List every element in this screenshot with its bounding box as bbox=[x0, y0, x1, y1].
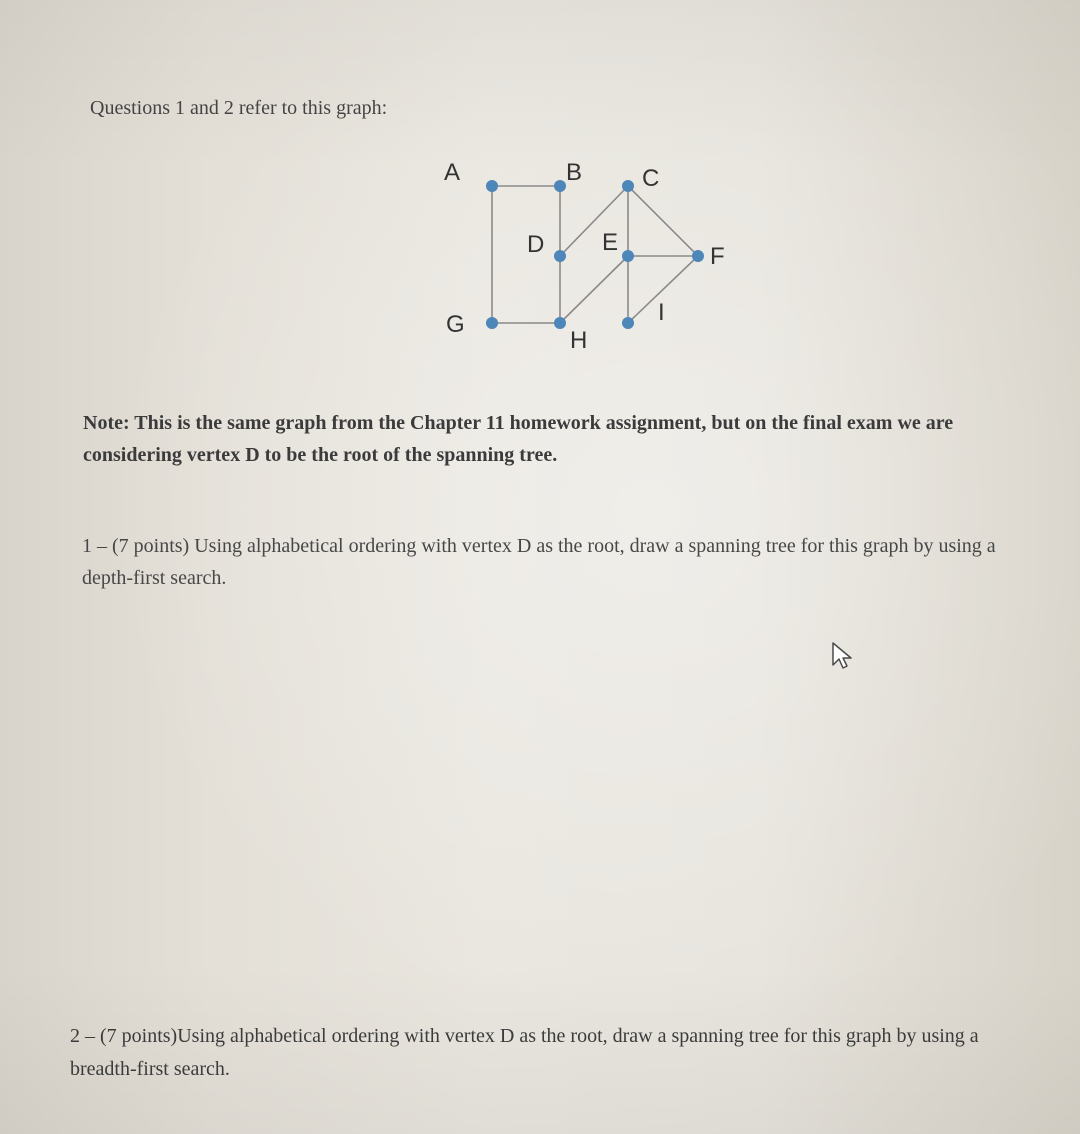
vertex-d bbox=[554, 250, 566, 262]
label-h: H bbox=[570, 327, 588, 354]
vertex-g bbox=[486, 317, 498, 329]
label-c: C bbox=[642, 165, 660, 192]
vertex-b bbox=[554, 180, 566, 192]
vertex-i bbox=[622, 317, 634, 329]
vertex-h bbox=[554, 317, 566, 329]
label-e: E bbox=[602, 229, 619, 256]
question-2: 2 – (7 points)Using alphabetical ordering with vertex D as the root, draw a spanning tree for this graph by using a breadth-first search. bbox=[70, 1025, 979, 1080]
question-1: 1 – (7 points) Using alphabetical ordering with vertex D as the root, draw a spanning tree for this graph by using a depth-first search. bbox=[82, 535, 996, 589]
label-a: A bbox=[444, 159, 461, 186]
vertex-a bbox=[486, 180, 498, 192]
vertex-f bbox=[692, 250, 704, 262]
mouse-pointer-icon bbox=[830, 641, 860, 671]
vertex-c bbox=[622, 180, 634, 192]
edge-h-e bbox=[560, 256, 628, 323]
graph-figure bbox=[430, 148, 750, 358]
label-f: F bbox=[710, 243, 725, 270]
label-b: B bbox=[566, 159, 583, 186]
vertex-e bbox=[622, 250, 634, 262]
note-text: Note: This is the same graph from the Chapter 11 homework assignment, but on the final exam we are considering vertex D to be the root of the spanning tree. bbox=[83, 412, 954, 466]
graph-svg bbox=[430, 148, 750, 358]
intro-text: Questions 1 and 2 refer to this graph: bbox=[90, 97, 388, 119]
label-d: D bbox=[527, 231, 545, 258]
label-g: G bbox=[446, 311, 465, 338]
label-i: I bbox=[658, 299, 665, 326]
edge-c-f bbox=[628, 186, 698, 256]
